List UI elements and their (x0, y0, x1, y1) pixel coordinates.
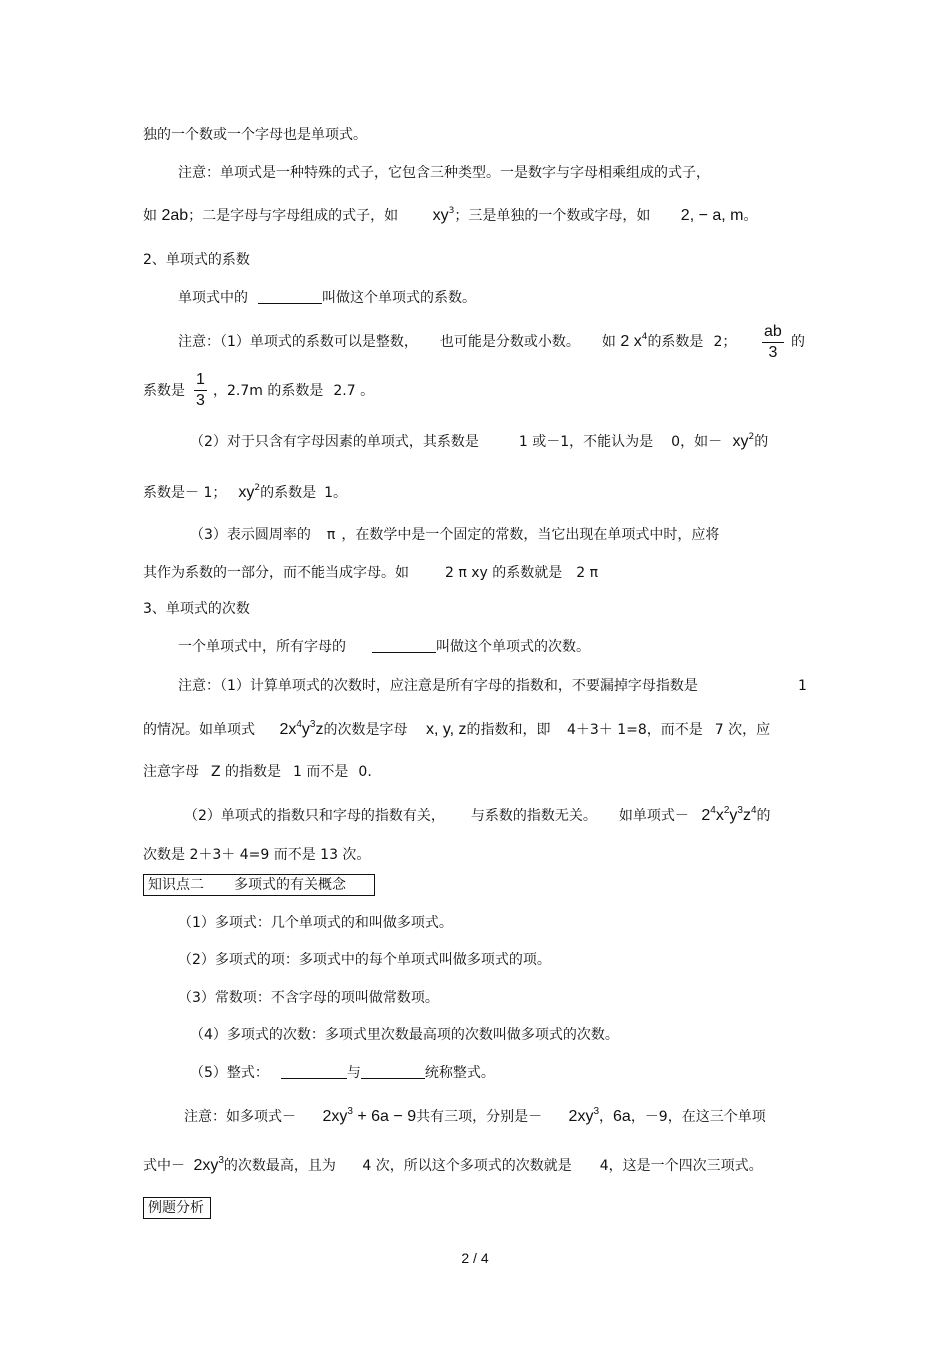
coefficient-note-1c: ，2.7m 的系数是 2.7 。 (213, 383, 375, 399)
polynomial-def-5: （5）整式： 与 统称整式。 (190, 1065, 495, 1081)
polynomial-note: 注意：如多项式－ $2xy^3 + 6a - 9$共有三项，分别是－ $2xy^3$，6a，－9，在这三个单项 (184, 1106, 766, 1125)
page-number: 2 / 4 (461, 1250, 489, 1266)
degree-note-1b: 的情况。如单项式 $2x^4y^3z$的次数是字母 x, y, z的指数和，即 4＋3＋ 1=8，而不是 7 次，应 (143, 719, 771, 738)
line-1: 独的一个数或一个字母也是单项式。 (143, 127, 367, 143)
line-3: 如 2ab；二是字母与字母组成的式子，如 $xy^3$；三是单独的一个数或字母，如 2, − a, m。 (143, 206, 758, 224)
note-monomial-types: 注意：单项式是一种特殊的式子，它包含三种类型。一是数字与字母相乘组成的式子， (178, 165, 710, 181)
blank (372, 638, 436, 653)
polynomial-def-1: （1）多项式：几个单项式的和叫做多项式。 (178, 915, 453, 931)
coefficient-definition: 单项式中的 叫做这个单项式的系数。 (178, 290, 476, 306)
degree-definition: 一个单项式中，所有字母的 叫做这个单项式的次数。 (178, 639, 590, 655)
coefficient-note-3b: 其作为系数的一部分，而不能当成字母。如 2 π xy 的系数就是 2 π (143, 565, 599, 581)
fraction-ab-over-3: $\frac{ab}{3}$ (764, 323, 782, 361)
coefficient-note-2b: 系数是－ 1； $xy^2$的系数是 1。 (143, 483, 348, 501)
degree-note-1c: 注意字母 Z 的指数是 1 而不是 0. (143, 764, 372, 780)
degree-note-1: 注意：（1）计算单项式的次数时，应注意是所有字母的指数和，不要漏掉字母指数是 (178, 678, 698, 694)
blank (361, 1064, 425, 1079)
coefficient-note-2: （2）对于只含有字母因素的单项式，其系数是 1 或－1，不能认为是 0，如－ $xy^2$的 (190, 432, 769, 450)
text-de: 的 (791, 334, 805, 350)
polynomial-def-2: （2）多项式的项：多项式中的每个单项式叫做多项式的项。 (178, 952, 551, 968)
blank (258, 289, 322, 304)
fraction-1-over-3: $\frac{1}{3}$ (196, 371, 205, 409)
heading-coefficient: 2、单项式的系数 (143, 252, 250, 268)
degree-note-2: （2）单项式的指数只和字母的指数有关， 与系数的指数无关。 如单项式－ $2^4x^2y^3z^4$的 (184, 805, 771, 824)
blank (281, 1064, 347, 1079)
degree-note-2b: 次数是 2＋3＋ 4=9 而不是 13 次。 (143, 847, 371, 863)
coefficient-note-1: 注意：（1）单项式的系数可以是整数， 也可能是分数或小数。 如 2 $x^4$的系数是 2； (178, 332, 737, 350)
heading-degree: 3、单项式的次数 (143, 601, 250, 617)
section-box-polynomial: 知识点二 多项式的有关概念 (143, 874, 375, 896)
polynomial-note-b: 式中－ $2xy^3$的次数最高，且为 4 次，所以这个多项式的次数就是 4，这是一个四次三项式。 (143, 1155, 763, 1174)
polynomial-def-4: （4）多项式的次数：多项式里次数最高项的次数叫做多项式的次数。 (190, 1027, 619, 1043)
degree-note-1-num: 1 (798, 678, 807, 694)
coefficient-note-3: （3）表示圆周率的 π ，在数学中是一个固定的常数，当它出现在单项式中时，应将 (190, 527, 720, 543)
section-box-examples: 例题分析 (143, 1197, 211, 1219)
polynomial-def-3: （3）常数项：不含字母的项叫做常数项。 (178, 990, 439, 1006)
coefficient-note-1b: 系数是 (143, 383, 185, 399)
